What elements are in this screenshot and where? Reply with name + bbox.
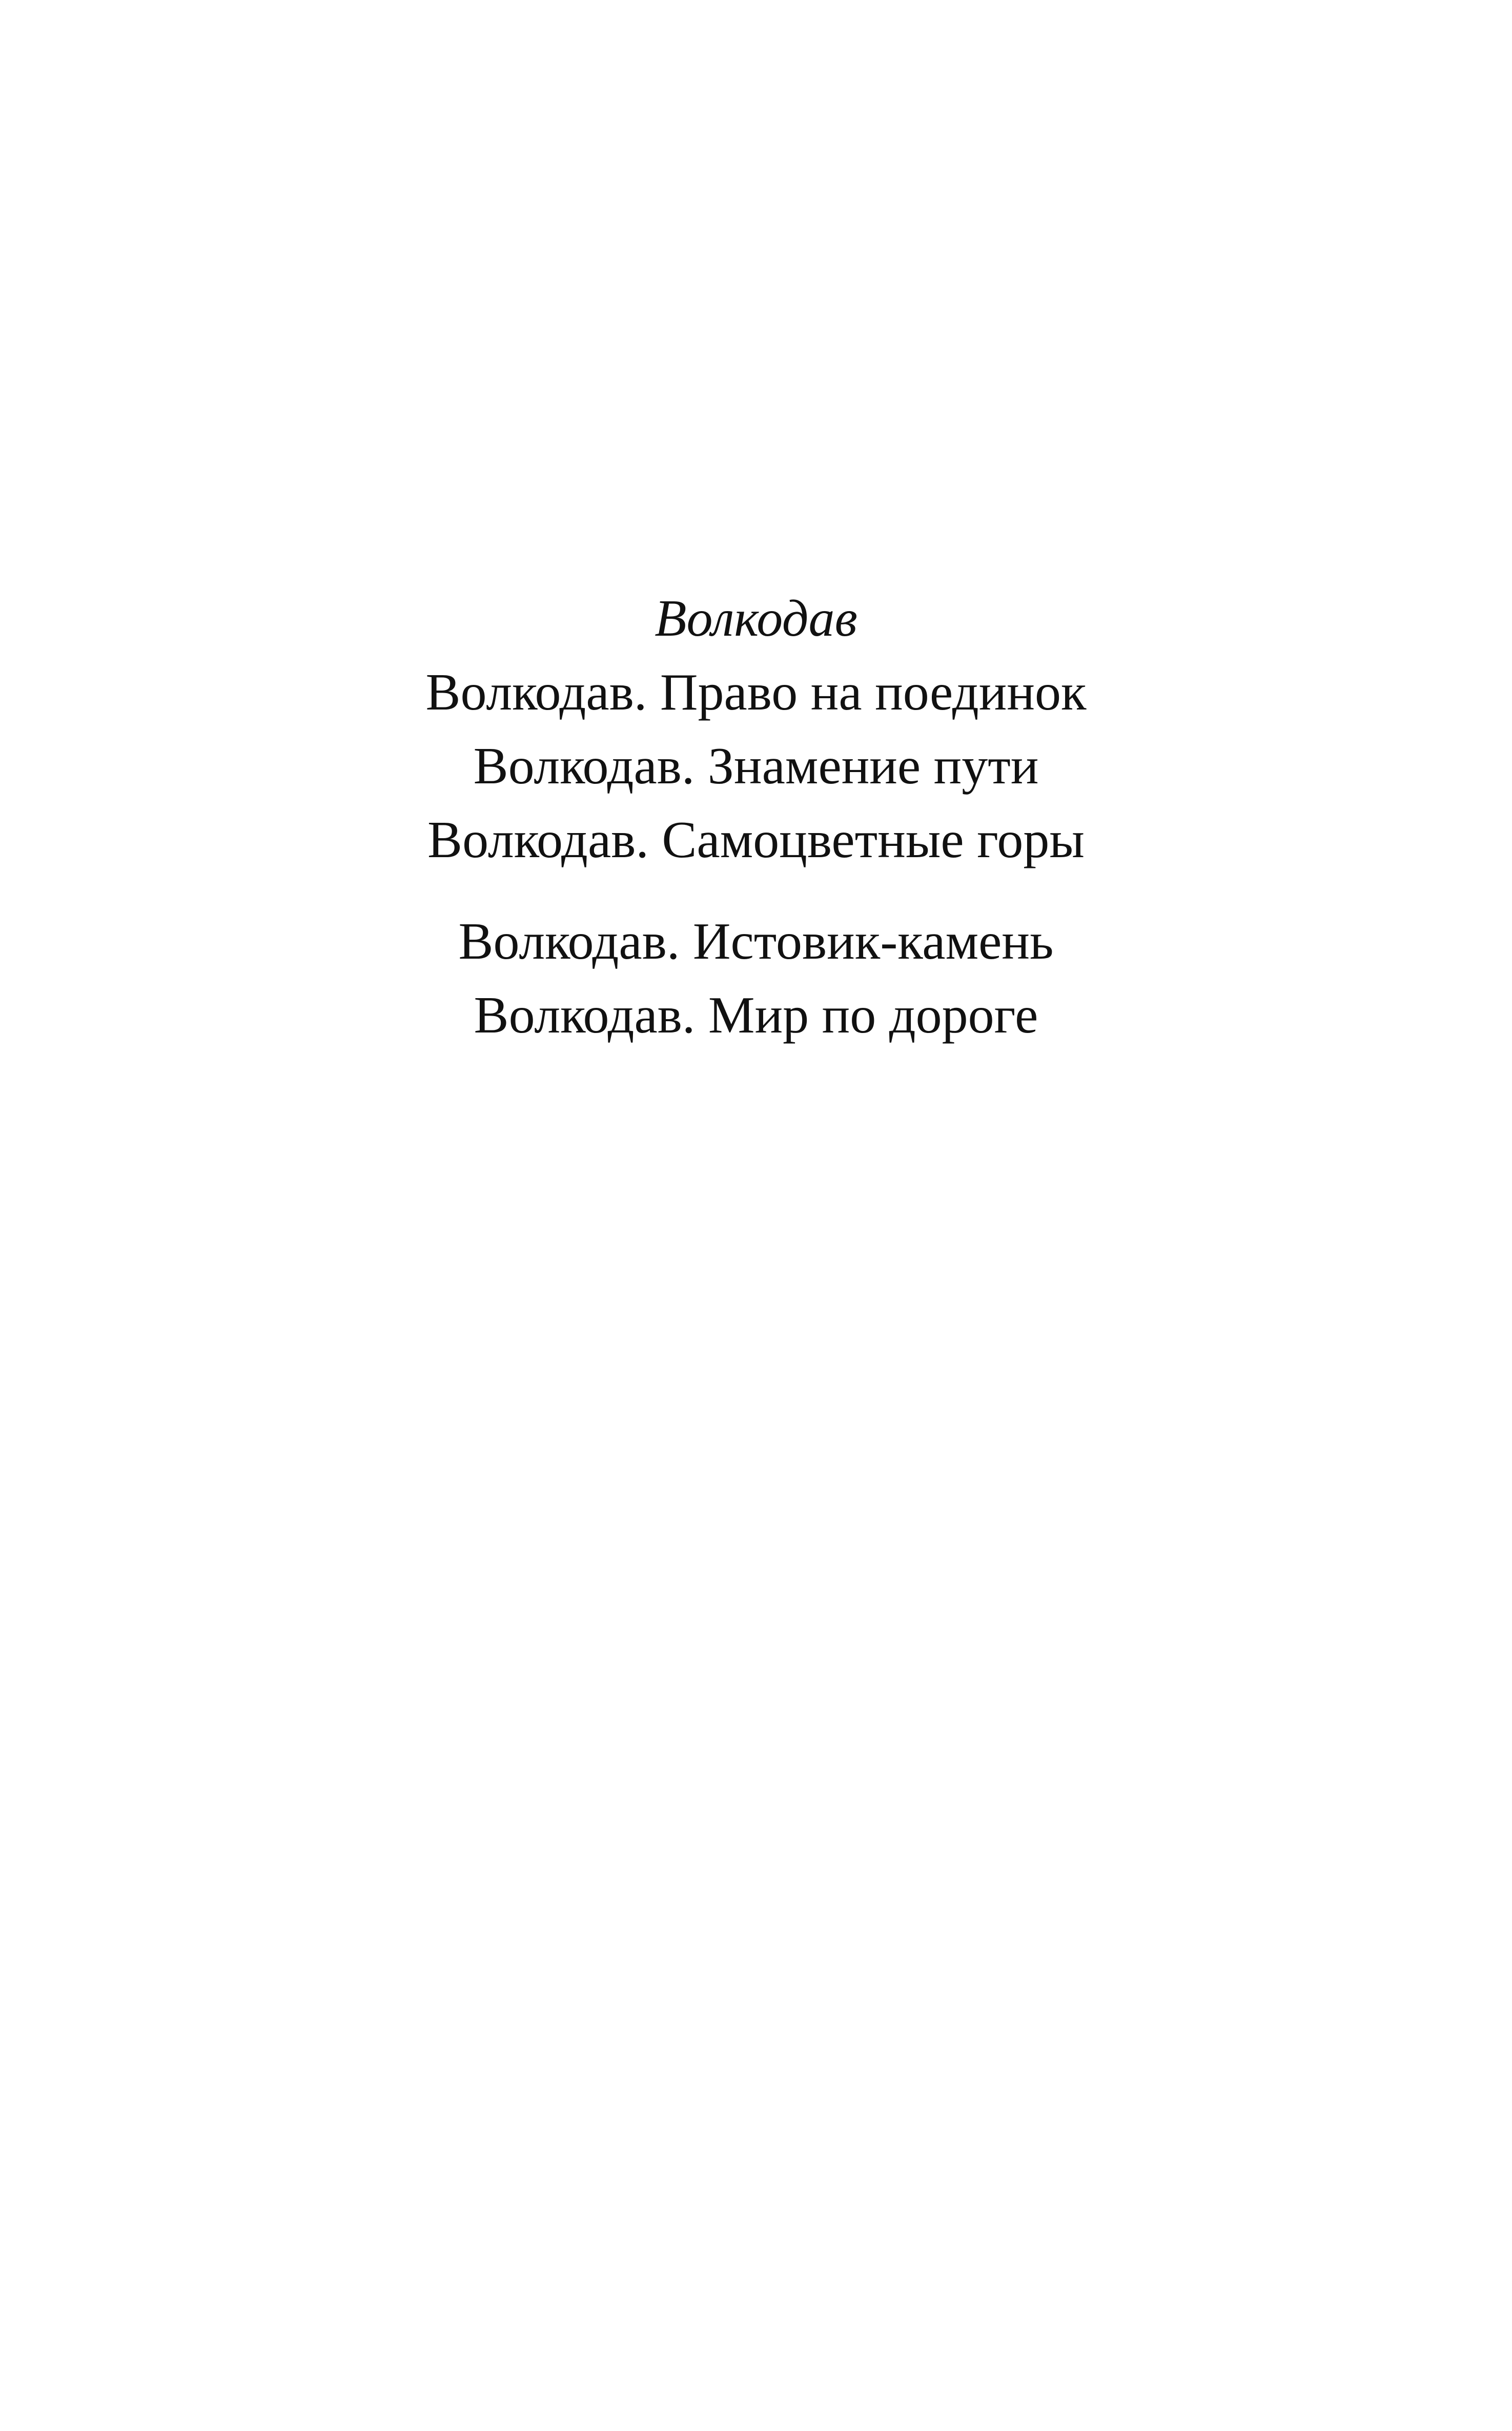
group-spacer [0,877,1512,905]
series-title-item: Волкодав. Мир по дороге [474,986,1038,1044]
series-title-list [0,582,1512,1052]
series-title-item: Волкодав. Знамение пути [473,737,1039,795]
series-title-item: Волкодав. Право на поединок [425,663,1087,721]
series-title-main: Волкодав [655,590,857,647]
series-title-item: Волкодав. Истовик-камень [458,913,1054,970]
series-title-item: Волкодав. Самоцветные горы [427,811,1085,869]
